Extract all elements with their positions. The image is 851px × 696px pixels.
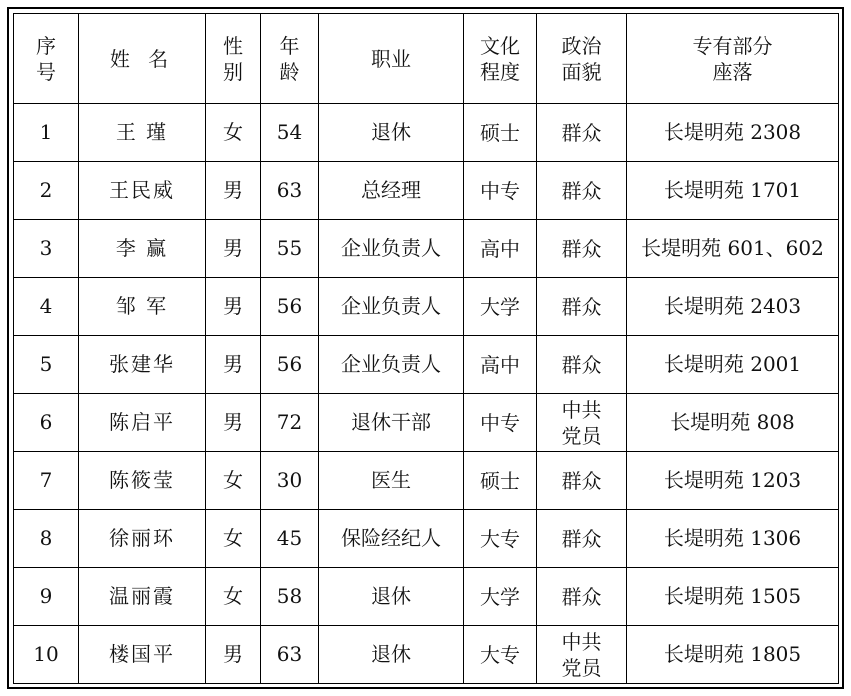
cell-gender: 男 <box>206 162 261 220</box>
cell-edu: 大专 <box>464 510 537 568</box>
cell-gender: 男 <box>206 626 261 684</box>
cell-unit: 长堤明苑 1805 <box>627 626 839 684</box>
cell-age: 63 <box>261 162 319 220</box>
cell-age: 55 <box>261 220 319 278</box>
cell-gender: 女 <box>206 104 261 162</box>
cell-name: 温丽霞 <box>79 568 206 626</box>
cell-age: 56 <box>261 278 319 336</box>
header-political: 政治 面貌 <box>537 14 627 104</box>
table-row <box>14 626 839 684</box>
header-age: 年 龄 <box>261 14 319 104</box>
cell-seq: 6 <box>14 394 79 452</box>
cell-unit: 长堤明苑 2308 <box>627 104 839 162</box>
cell-gender: 男 <box>206 394 261 452</box>
table-row <box>14 104 839 162</box>
cell-seq: 9 <box>14 568 79 626</box>
cell-edu: 中专 <box>464 394 537 452</box>
table-row <box>14 452 839 510</box>
table-row <box>14 162 839 220</box>
cell-seq: 8 <box>14 510 79 568</box>
header-seq: 序 号 <box>14 14 79 104</box>
cell-name: 徐丽环 <box>79 510 206 568</box>
cell-political: 中共 党员 <box>537 394 627 452</box>
header-edu: 文化 程度 <box>464 14 537 104</box>
cell-age: 54 <box>261 104 319 162</box>
cell-unit: 长堤明苑 808 <box>627 394 839 452</box>
cell-unit: 长堤明苑 2403 <box>627 278 839 336</box>
cell-age: 63 <box>261 626 319 684</box>
cell-seq: 5 <box>14 336 79 394</box>
cell-age: 72 <box>261 394 319 452</box>
cell-name: 张建华 <box>79 336 206 394</box>
cell-political: 群众 <box>537 162 627 220</box>
cell-job: 退休 <box>319 568 464 626</box>
cell-edu: 大学 <box>464 278 537 336</box>
cell-political: 群众 <box>537 568 627 626</box>
cell-seq: 4 <box>14 278 79 336</box>
cell-age: 56 <box>261 336 319 394</box>
cell-name: 王 瑾 <box>79 104 206 162</box>
cell-job: 企业负责人 <box>319 336 464 394</box>
cell-age: 58 <box>261 568 319 626</box>
cell-age: 45 <box>261 510 319 568</box>
cell-job: 企业负责人 <box>319 220 464 278</box>
cell-seq: 7 <box>14 452 79 510</box>
cell-name: 楼国平 <box>79 626 206 684</box>
cell-age: 30 <box>261 452 319 510</box>
cell-job: 总经理 <box>319 162 464 220</box>
cell-job: 医生 <box>319 452 464 510</box>
cell-name: 李 赢 <box>79 220 206 278</box>
header-row <box>14 14 839 104</box>
cell-seq: 10 <box>14 626 79 684</box>
header-gender: 性 别 <box>206 14 261 104</box>
header-unit: 专有部分 座落 <box>627 14 839 104</box>
table-row <box>14 278 839 336</box>
cell-political: 群众 <box>537 510 627 568</box>
table-row <box>14 220 839 278</box>
cell-unit: 长堤明苑 1701 <box>627 162 839 220</box>
table-row <box>14 336 839 394</box>
table-row <box>14 394 839 452</box>
cell-edu: 硕士 <box>464 452 537 510</box>
cell-name: 陈启平 <box>79 394 206 452</box>
table-row <box>14 568 839 626</box>
member-table <box>13 13 839 684</box>
cell-political: 群众 <box>537 104 627 162</box>
cell-edu: 硕士 <box>464 104 537 162</box>
cell-seq: 2 <box>14 162 79 220</box>
cell-gender: 男 <box>206 336 261 394</box>
cell-name: 邹 军 <box>79 278 206 336</box>
cell-job: 退休 <box>319 626 464 684</box>
header-name: 姓 名 <box>79 14 206 104</box>
cell-job: 退休 <box>319 104 464 162</box>
cell-unit: 长堤明苑 1203 <box>627 452 839 510</box>
cell-political: 群众 <box>537 336 627 394</box>
cell-political: 群众 <box>537 278 627 336</box>
cell-job: 保险经纪人 <box>319 510 464 568</box>
header-job: 职业 <box>319 14 464 104</box>
cell-edu: 大专 <box>464 626 537 684</box>
cell-gender: 男 <box>206 220 261 278</box>
cell-edu: 高中 <box>464 336 537 394</box>
cell-gender: 女 <box>206 452 261 510</box>
cell-unit: 长堤明苑 1505 <box>627 568 839 626</box>
cell-political: 群众 <box>537 452 627 510</box>
cell-edu: 中专 <box>464 162 537 220</box>
cell-job: 企业负责人 <box>319 278 464 336</box>
cell-gender: 女 <box>206 510 261 568</box>
cell-gender: 男 <box>206 278 261 336</box>
cell-political: 群众 <box>537 220 627 278</box>
cell-seq: 1 <box>14 104 79 162</box>
cell-edu: 大学 <box>464 568 537 626</box>
cell-name: 陈筱莹 <box>79 452 206 510</box>
cell-edu: 高中 <box>464 220 537 278</box>
cell-unit: 长堤明苑 601、602 <box>627 220 839 278</box>
cell-job: 退休干部 <box>319 394 464 452</box>
cell-name: 王民威 <box>79 162 206 220</box>
table-row <box>14 510 839 568</box>
cell-seq: 3 <box>14 220 79 278</box>
table-frame <box>7 7 844 689</box>
cell-unit: 长堤明苑 2001 <box>627 336 839 394</box>
cell-gender: 女 <box>206 568 261 626</box>
cell-political: 中共 党员 <box>537 626 627 684</box>
cell-unit: 长堤明苑 1306 <box>627 510 839 568</box>
